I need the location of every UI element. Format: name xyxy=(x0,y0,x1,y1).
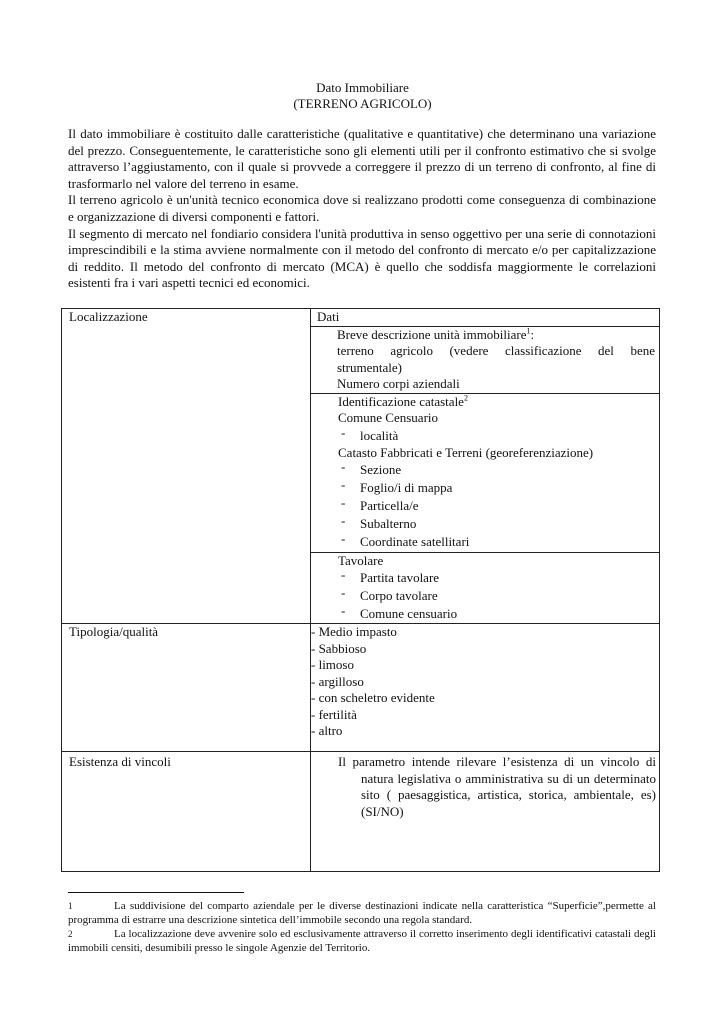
tipologia-item: - con scheletro evidente xyxy=(311,690,435,705)
footnote-separator xyxy=(68,892,244,893)
footnote-2 xyxy=(68,927,656,955)
catasto-item: - Sezione xyxy=(338,461,659,479)
breve-descrizione-text: terreno agricolo (vedere classificazione del bene strumentale) xyxy=(337,343,655,375)
breve-descrizione-colon: : xyxy=(530,326,535,342)
tavolare-item: - Comune censuario xyxy=(338,605,659,623)
tavolare-item: - Corpo tavolare xyxy=(338,587,659,605)
vincoli-label: Esistenza di vincoli xyxy=(69,754,171,769)
footnote-text: La localizzazione deve avvenire solo ed esclusivamente attraverso il corretto inserimento degli identificativi catastali degli immobili censiti, desumibili presso le singole Agenzie del Territorio. xyxy=(68,928,656,954)
footnote-text: La suddivisione del comparto aziendale per le diverse destinazioni indicate nella caratteristica “Superficie”,permette al programma di estrarre una descrizione sintetica dell’immobile secondo una regola standard. xyxy=(68,900,656,926)
tipologia-item: - Medio impasto xyxy=(311,624,397,639)
localizzazione-label-cell xyxy=(62,309,311,624)
property-data-table xyxy=(61,308,660,872)
tipologia-item: - limoso xyxy=(311,657,354,672)
breve-descrizione-title: Breve descrizione unità immobiliare xyxy=(337,326,527,342)
footnote-1 xyxy=(68,899,656,927)
comune-censuario: Comune Censuario xyxy=(338,410,439,425)
tavolare-item: - Partita tavolare xyxy=(338,569,659,587)
tipologia-item: - altro xyxy=(311,723,343,738)
localita-item: - località xyxy=(338,427,659,445)
tipologia-label: Tipologia/qualità xyxy=(69,624,159,639)
tipologia-item: - fertilità xyxy=(311,706,357,722)
footnote-ref-2: 2 xyxy=(463,393,468,403)
intro-paragraph: Il terreno agricolo è un'unità tecnico economica dove si realizzano prodotti come conseguenza di combinazione e organizzazione di diversi componenti e fattori. xyxy=(68,192,656,224)
vincoli-description: Il parametro intende rilevare l’esistenza di un vincolo di natura legislativa o amministrativa su di un determinato sito ( paesaggistica, artistica, storica, ambientale, es) (SI/NO) xyxy=(338,754,656,819)
tipologia-list-cell xyxy=(311,624,660,752)
localizzazione-label: Localizzazione xyxy=(69,309,148,324)
intro-paragraph: Il dato immobiliare è costituito dalle caratteristiche (qualitative e quantitative) che determinano una variazione del prezzo. Conseguentemente, le caratteristiche sono gli elementi utili per il confronto estimativo che si svolge attraverso l’aggiustamento, con il quale si provvede a correggere il prezzo di un terreno di confronto, al fine di trasformarlo nel valore del terreno in esame. xyxy=(68,126,656,191)
document-title: Dato Immobiliare xyxy=(316,80,409,95)
vincoli-description-cell xyxy=(311,752,660,872)
footnote-number: 2 xyxy=(68,929,73,939)
tipologia-item: - argilloso xyxy=(311,673,364,689)
dati-header-cell xyxy=(311,309,660,327)
numero-corpi-aziendali: Numero corpi aziendali xyxy=(337,376,460,391)
catasto-item: - Particella/e xyxy=(338,497,659,515)
tavolare-block xyxy=(311,552,659,624)
catasto-item: - Subalterno xyxy=(338,515,659,533)
vincoli-label-cell xyxy=(62,752,311,872)
breve-descrizione-block xyxy=(311,327,659,393)
intro-text xyxy=(68,126,656,292)
tipologia-label-cell xyxy=(62,624,311,752)
dati-header: Dati xyxy=(317,309,340,324)
catastale-title: Identificazione catastale xyxy=(338,393,464,409)
intro-paragraph: Il segmento di mercato nel fondiario considera l'unità produttiva in senso oggettivo per una serie di connotazioni imprescindibili e la stima avviene normalmente con il metodo del confronto di mercato e/o per capitalizzazione di reddito. Il metodo del confronto di mercato (MCA) è quello che soddisfa maggiormente le correlazioni esistenti fra i vari aspetti tecnici ed economici. xyxy=(68,225,656,291)
catasto-line: Catasto Fabbricati e Terreni (georeferenziazione) xyxy=(338,444,594,460)
catasto-item: - Foglio/i di mappa xyxy=(338,479,659,497)
document-subtitle: (TERRENO AGRICOLO) xyxy=(293,96,432,111)
tavolare-title: Tavolare xyxy=(338,552,384,568)
footnote-number: 1 xyxy=(68,901,73,911)
catasto-item: - Coordinate satellitari xyxy=(338,533,659,551)
tipologia-item: - Sabbioso xyxy=(311,640,367,656)
footnote-ref-1: 1 xyxy=(526,326,531,336)
localizzazione-details-cell xyxy=(311,326,660,624)
catastale-block xyxy=(311,393,659,552)
